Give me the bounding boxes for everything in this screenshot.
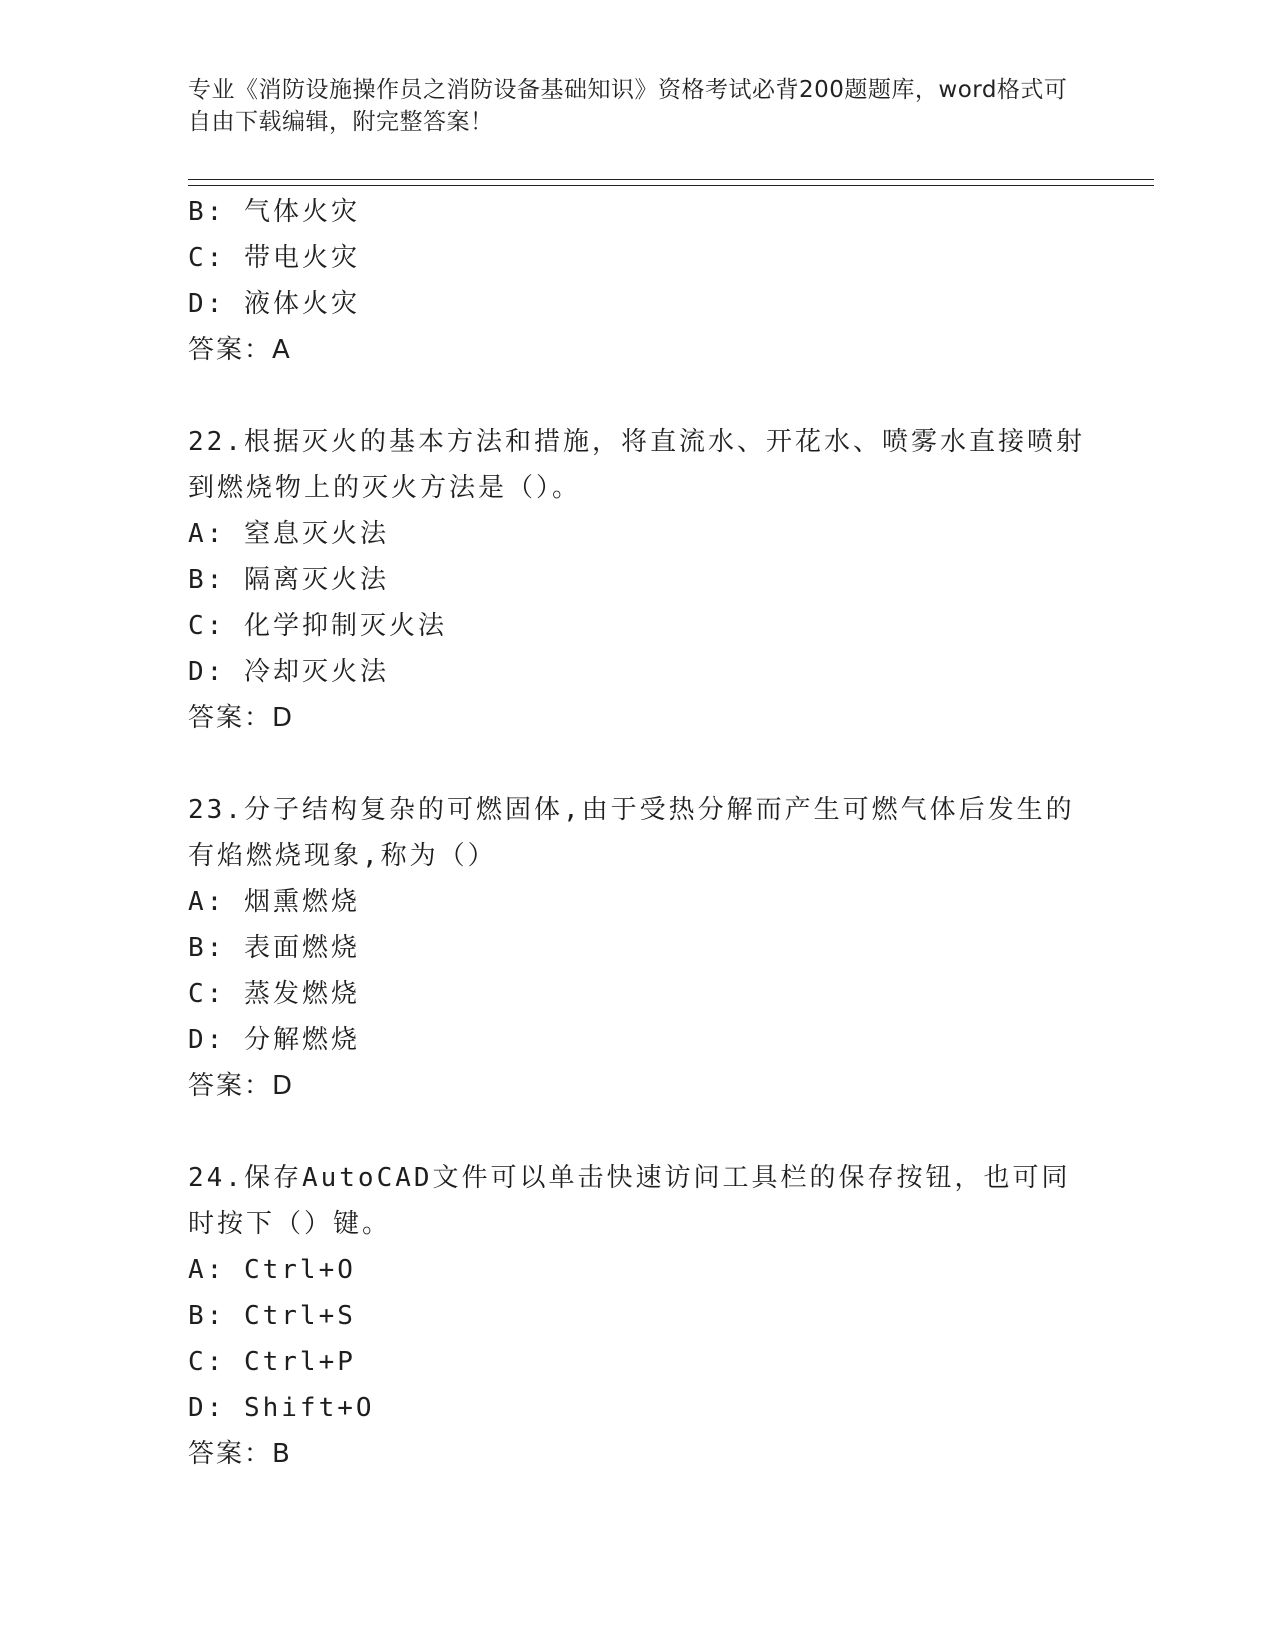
header-divider-top xyxy=(188,179,1154,180)
option-a: A: 烟熏燃烧 xyxy=(188,887,360,917)
spacer xyxy=(188,1109,1088,1155)
question-item-22 xyxy=(188,419,1088,741)
option-d: D: 冷却灭火法 xyxy=(188,657,389,687)
option-d: D: 液体火灾 xyxy=(188,289,360,319)
answer-line: 答案：B xyxy=(188,1439,292,1469)
spacer xyxy=(188,741,1088,787)
header-divider-bottom xyxy=(188,185,1154,186)
option-a: A: Ctrl+O xyxy=(188,1255,356,1285)
option-b: B: Ctrl+S xyxy=(188,1301,356,1331)
option-a: A: 窒息灭火法 xyxy=(188,519,389,549)
spacer xyxy=(188,373,1088,419)
answer-line: 答案：D xyxy=(188,1071,295,1101)
answer-line: 答案：A xyxy=(188,335,292,365)
option-d: D: 分解燃烧 xyxy=(188,1025,360,1055)
answer-line: 答案：D xyxy=(188,703,295,733)
question-list xyxy=(188,189,1088,1477)
option-c: C: 化学抑制灭火法 xyxy=(188,611,447,641)
option-b: B: 隔离灭火法 xyxy=(188,565,389,595)
option-d: D: Shift+O xyxy=(188,1393,375,1423)
question-item-23 xyxy=(188,787,1088,1109)
document-header: 专业《消防设施操作员之消防设备基础知识》资格考试必背200题题库，word格式可自由下载编辑，附完整答案！ xyxy=(188,77,1068,135)
question-item-24 xyxy=(188,1155,1088,1477)
option-b: B: 表面燃烧 xyxy=(188,933,360,963)
previous-question-tail xyxy=(188,189,1088,373)
option-c: C: 蒸发燃烧 xyxy=(188,979,360,1009)
option-c: C: 带电火灾 xyxy=(188,243,360,273)
question-stem: 24.保存AutoCAD文件可以单击快速访问工具栏的保存按钮，也可同时按下（）键。 xyxy=(188,1163,1071,1239)
question-stem: 22.根据灭火的基本方法和措施，将直流水、开花水、喷雾水直接喷射到燃烧物上的灭火方法是（）。 xyxy=(188,427,1085,503)
option-c: C: Ctrl+P xyxy=(188,1347,356,1377)
question-stem: 23.分子结构复杂的可燃固体,由于受热分解而产生可燃气体后发生的有焰燃烧现象,称为（） xyxy=(188,795,1075,871)
option-b: B: 气体火灾 xyxy=(188,197,360,227)
